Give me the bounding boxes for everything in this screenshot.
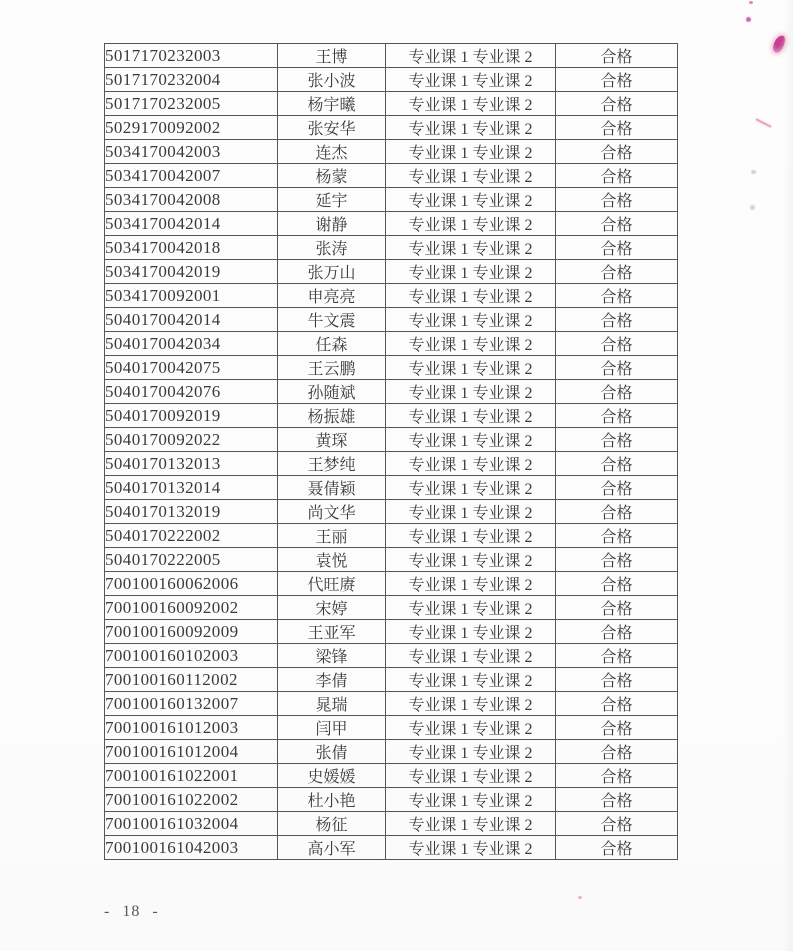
cell-id: 700100160102003: [105, 644, 278, 668]
cell-courses: 专业课 1 专业课 2: [386, 116, 556, 140]
cell-courses: 专业课 1 专业课 2: [386, 788, 556, 812]
table-row: [105, 308, 678, 332]
table-row: [105, 452, 678, 476]
cell-id: 5034170042019: [105, 260, 278, 284]
cell-courses: 专业课 1 专业课 2: [386, 356, 556, 380]
table-row: [105, 68, 678, 92]
cell-result: 合格: [556, 500, 678, 524]
cell-result: 合格: [556, 332, 678, 356]
cell-id: 5040170092022: [105, 428, 278, 452]
cell-name: 张涛: [278, 236, 386, 260]
table-row: [105, 500, 678, 524]
table-row: [105, 212, 678, 236]
table-row: [105, 116, 678, 140]
cell-id: 5017170232003: [105, 44, 278, 68]
table-row: [105, 548, 678, 572]
cell-id: 5034170042007: [105, 164, 278, 188]
cell-result: 合格: [556, 260, 678, 284]
table-row: [105, 356, 678, 380]
pink-ink-streak-icon: [755, 118, 771, 127]
cell-result: 合格: [556, 116, 678, 140]
cell-result: 合格: [556, 212, 678, 236]
cell-id: 700100160062006: [105, 572, 278, 596]
cell-name: 杨蒙: [278, 164, 386, 188]
cell-name: 王梦纯: [278, 452, 386, 476]
cell-name: 高小军: [278, 836, 386, 860]
page-number: - 18 -: [104, 903, 159, 920]
cell-courses: 专业课 1 专业课 2: [386, 812, 556, 836]
cell-id: 5040170042034: [105, 332, 278, 356]
cell-name: 王丽: [278, 524, 386, 548]
cell-courses: 专业课 1 专业课 2: [386, 596, 556, 620]
cell-result: 合格: [556, 380, 678, 404]
table-row: [105, 668, 678, 692]
cell-result: 合格: [556, 740, 678, 764]
cell-result: 合格: [556, 428, 678, 452]
cell-name: 闫甲: [278, 716, 386, 740]
cell-name: 李倩: [278, 668, 386, 692]
cell-courses: 专业课 1 专业课 2: [386, 212, 556, 236]
table-row: [105, 236, 678, 260]
cell-result: 合格: [556, 44, 678, 68]
cell-name: 杨振雄: [278, 404, 386, 428]
table-row: [105, 716, 678, 740]
cell-courses: 专业课 1 专业课 2: [386, 236, 556, 260]
cell-result: 合格: [556, 92, 678, 116]
cell-id: 5040170132014: [105, 476, 278, 500]
cell-result: 合格: [556, 284, 678, 308]
cell-courses: 专业课 1 专业课 2: [386, 668, 556, 692]
cell-courses: 专业课 1 专业课 2: [386, 68, 556, 92]
cell-courses: 专业课 1 专业课 2: [386, 164, 556, 188]
cell-name: 杜小艳: [278, 788, 386, 812]
cell-id: 700100160092002: [105, 596, 278, 620]
cell-id: 5040170042014: [105, 308, 278, 332]
cell-id: 700100160092009: [105, 620, 278, 644]
cell-result: 合格: [556, 716, 678, 740]
cell-courses: 专业课 1 专业课 2: [386, 764, 556, 788]
cell-name: 袁悦: [278, 548, 386, 572]
scan-edge-shadow: [783, 0, 793, 951]
cell-name: 张万山: [278, 260, 386, 284]
cell-name: 杨宇曦: [278, 92, 386, 116]
table-row: [105, 404, 678, 428]
cell-id: 5040170222002: [105, 524, 278, 548]
table-row: [105, 524, 678, 548]
cell-id: 5034170042003: [105, 140, 278, 164]
cell-courses: 专业课 1 专业课 2: [386, 404, 556, 428]
cell-id: 5034170092001: [105, 284, 278, 308]
table-row: [105, 476, 678, 500]
cell-id: 700100161012003: [105, 716, 278, 740]
cell-courses: 专业课 1 专业课 2: [386, 572, 556, 596]
cell-name: 聂倩颖: [278, 476, 386, 500]
cell-courses: 专业课 1 专业课 2: [386, 284, 556, 308]
table-row: [105, 284, 678, 308]
cell-id: 5040170132019: [105, 500, 278, 524]
cell-name: 王云鹏: [278, 356, 386, 380]
table-row: [105, 44, 678, 68]
table-row: [105, 812, 678, 836]
cell-name: 黄琛: [278, 428, 386, 452]
table-row: [105, 380, 678, 404]
cell-courses: 专业课 1 专业课 2: [386, 548, 556, 572]
cell-id: 5040170222005: [105, 548, 278, 572]
cell-courses: 专业课 1 专业课 2: [386, 644, 556, 668]
cell-courses: 专业课 1 专业课 2: [386, 380, 556, 404]
gray-speck-icon: [751, 170, 756, 174]
exam-results-table-body: [105, 44, 678, 860]
cell-courses: 专业课 1 专业课 2: [386, 716, 556, 740]
cell-result: 合格: [556, 764, 678, 788]
cell-id: 700100161032004: [105, 812, 278, 836]
table-row: [105, 620, 678, 644]
cell-result: 合格: [556, 524, 678, 548]
cell-result: 合格: [556, 236, 678, 260]
cell-courses: 专业课 1 专业课 2: [386, 92, 556, 116]
cell-id: 5034170042014: [105, 212, 278, 236]
cell-courses: 专业课 1 专业课 2: [386, 44, 556, 68]
cell-name: 延宇: [278, 188, 386, 212]
cell-name: 连杰: [278, 140, 386, 164]
cell-courses: 专业课 1 专业课 2: [386, 308, 556, 332]
cell-id: 700100161042003: [105, 836, 278, 860]
cell-id: 700100160132007: [105, 692, 278, 716]
cell-courses: 专业课 1 专业课 2: [386, 188, 556, 212]
pink-speck-icon: [578, 896, 582, 899]
cell-name: 张安华: [278, 116, 386, 140]
cell-result: 合格: [556, 692, 678, 716]
cell-result: 合格: [556, 644, 678, 668]
gray-speck-icon: [750, 205, 755, 210]
cell-courses: 专业课 1 专业课 2: [386, 428, 556, 452]
cell-courses: 专业课 1 专业课 2: [386, 692, 556, 716]
cell-name: 谢静: [278, 212, 386, 236]
cell-name: 尚文华: [278, 500, 386, 524]
cell-name: 申亮亮: [278, 284, 386, 308]
table-row: [105, 260, 678, 284]
cell-result: 合格: [556, 548, 678, 572]
cell-name: 张倩: [278, 740, 386, 764]
cell-courses: 专业课 1 专业课 2: [386, 740, 556, 764]
exam-results-table: [104, 43, 678, 860]
cell-id: 5017170232005: [105, 92, 278, 116]
cell-id: 700100161022001: [105, 764, 278, 788]
cell-name: 宋婷: [278, 596, 386, 620]
cell-id: 5034170042008: [105, 188, 278, 212]
cell-courses: 专业课 1 专业课 2: [386, 476, 556, 500]
cell-name: 王亚军: [278, 620, 386, 644]
table-row: [105, 836, 678, 860]
cell-result: 合格: [556, 788, 678, 812]
table-row: [105, 428, 678, 452]
cell-name: 梁锋: [278, 644, 386, 668]
cell-courses: 专业课 1 专业课 2: [386, 620, 556, 644]
table-row: [105, 188, 678, 212]
cell-id: 5034170042018: [105, 236, 278, 260]
cell-result: 合格: [556, 140, 678, 164]
cell-id: 700100161012004: [105, 740, 278, 764]
cell-result: 合格: [556, 164, 678, 188]
table-row: [105, 164, 678, 188]
cell-id: 5040170042075: [105, 356, 278, 380]
cell-result: 合格: [556, 476, 678, 500]
table-row: [105, 332, 678, 356]
cell-name: 牛文震: [278, 308, 386, 332]
cell-courses: 专业课 1 专业课 2: [386, 452, 556, 476]
cell-id: 5040170042076: [105, 380, 278, 404]
table-row: [105, 596, 678, 620]
cell-name: 史媛媛: [278, 764, 386, 788]
table-row: [105, 788, 678, 812]
cell-id: 5040170132013: [105, 452, 278, 476]
cell-name: 杨征: [278, 812, 386, 836]
table-row: [105, 140, 678, 164]
cell-courses: 专业课 1 专业课 2: [386, 332, 556, 356]
cell-name: 任森: [278, 332, 386, 356]
table-row: [105, 644, 678, 668]
cell-courses: 专业课 1 专业课 2: [386, 524, 556, 548]
cell-result: 合格: [556, 596, 678, 620]
cell-result: 合格: [556, 308, 678, 332]
table-row: [105, 692, 678, 716]
cell-result: 合格: [556, 404, 678, 428]
table-row: [105, 92, 678, 116]
cell-result: 合格: [556, 812, 678, 836]
cell-result: 合格: [556, 668, 678, 692]
cell-result: 合格: [556, 572, 678, 596]
cell-courses: 专业课 1 专业课 2: [386, 836, 556, 860]
cell-result: 合格: [556, 356, 678, 380]
cell-name: 张小波: [278, 68, 386, 92]
cell-courses: 专业课 1 专业课 2: [386, 140, 556, 164]
cell-name: 孙随斌: [278, 380, 386, 404]
cell-id: 700100161022002: [105, 788, 278, 812]
cell-name: 代旺赓: [278, 572, 386, 596]
cell-result: 合格: [556, 620, 678, 644]
table-row: [105, 740, 678, 764]
cell-courses: 专业课 1 专业课 2: [386, 500, 556, 524]
pink-ink-blob-icon: [771, 34, 786, 54]
cell-result: 合格: [556, 452, 678, 476]
cell-name: 王博: [278, 44, 386, 68]
pink-ink-dot-icon: [746, 17, 751, 22]
cell-id: 5017170232004: [105, 68, 278, 92]
cell-result: 合格: [556, 188, 678, 212]
cell-courses: 专业课 1 专业课 2: [386, 260, 556, 284]
cell-name: 晁瑞: [278, 692, 386, 716]
cell-result: 合格: [556, 836, 678, 860]
table-row: [105, 764, 678, 788]
cell-id: 700100160112002: [105, 668, 278, 692]
table-row: [105, 572, 678, 596]
cell-result: 合格: [556, 68, 678, 92]
cell-id: 5040170092019: [105, 404, 278, 428]
cell-id: 5029170092002: [105, 116, 278, 140]
pink-ink-dot-icon: [749, 1, 753, 4]
